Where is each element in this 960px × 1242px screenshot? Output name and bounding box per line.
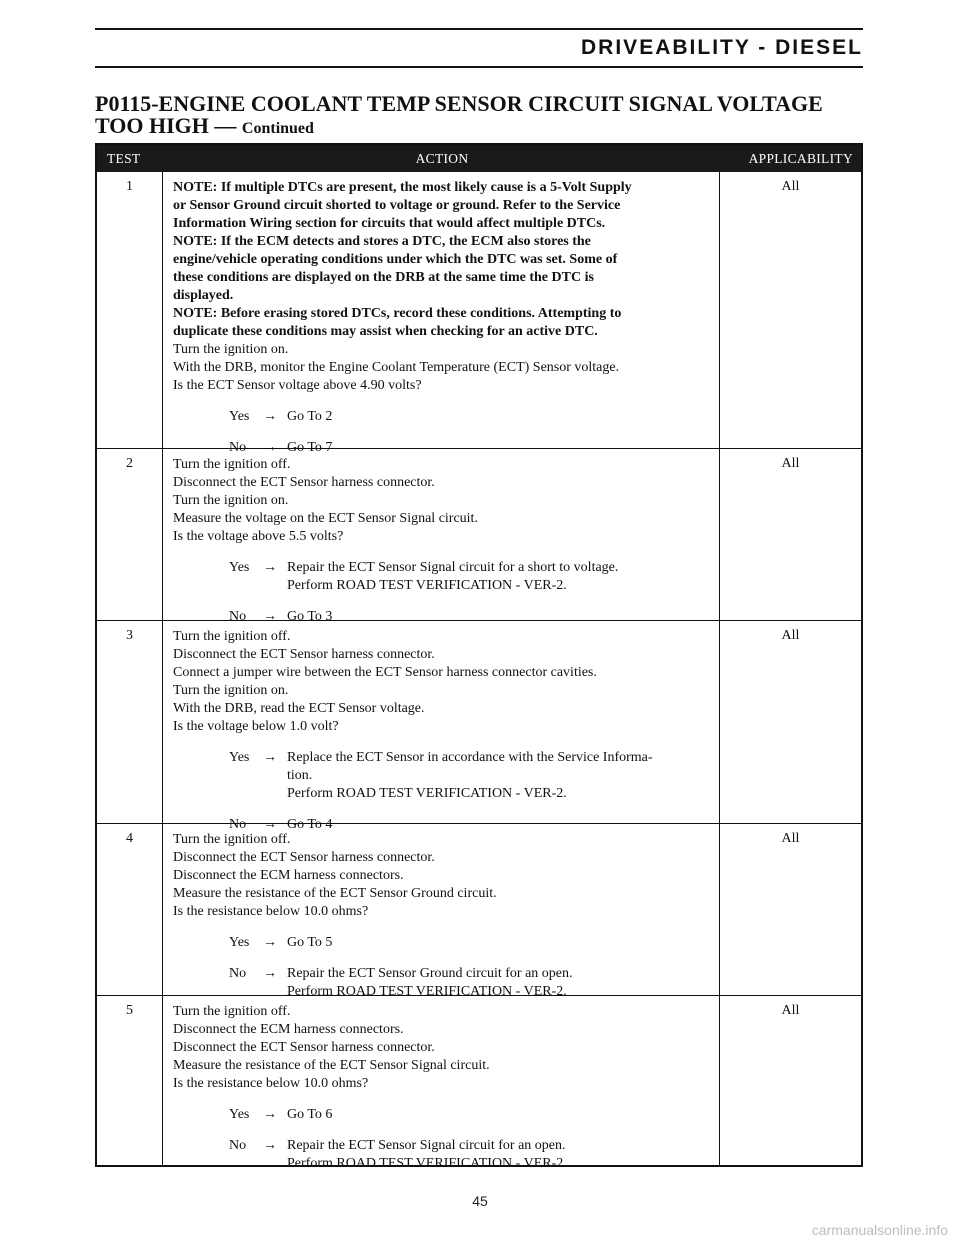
action-line: Is the resistance below 10.0 ohms? xyxy=(173,904,369,919)
yes-answer xyxy=(173,1106,713,1124)
watermark: carmanualsonline.info xyxy=(811,1222,948,1238)
no-result-line: Repair the ECT Sensor Ground circuit for an open. xyxy=(287,966,573,981)
test-number: 3 xyxy=(97,621,163,823)
header-applicability: APPLICABILITY xyxy=(748,150,853,166)
header-top-rule xyxy=(95,28,863,30)
no-label: No xyxy=(229,440,247,455)
no-result-line: Perform ROAD TEST VERIFICATION - VER-2. xyxy=(287,1156,567,1171)
action-cell xyxy=(163,449,720,624)
yes-answer xyxy=(173,408,713,426)
action-line: Turn the ignition off. xyxy=(173,832,291,847)
table-body xyxy=(97,172,861,1171)
yes-result xyxy=(287,559,713,595)
action-line: Connect a jumper wire between the ECT Sensor harness connector cavities. xyxy=(173,665,597,680)
no-label: No xyxy=(229,966,247,981)
yes-result xyxy=(287,749,713,803)
header-test: TEST xyxy=(107,150,141,166)
yes-result-line: Go To 6 xyxy=(287,1107,333,1122)
action-line: Turn the ignition on. xyxy=(173,342,289,357)
action-line: Is the resistance below 10.0 ohms? xyxy=(173,1076,369,1091)
header-action: ACTION xyxy=(415,150,469,166)
yes-result xyxy=(287,934,713,952)
test-number: 5 xyxy=(97,996,163,1167)
page-number: 45 xyxy=(472,1193,488,1209)
action-line: Disconnect the ECT Sensor harness connector. xyxy=(173,1040,435,1055)
arrow-icon: → xyxy=(263,1107,277,1122)
action-line: Turn the ignition on. xyxy=(173,493,289,508)
table-row xyxy=(97,172,861,455)
yes-label: Yes xyxy=(229,560,250,575)
action-line: Disconnect the ECT Sensor harness connector. xyxy=(173,475,435,490)
action-line: duplicate these conditions may assist when checking for an active DTC. xyxy=(173,324,598,339)
test-number: 4 xyxy=(97,824,163,995)
title-line-2-text: TOO HIGH — xyxy=(95,113,237,138)
action-line: Disconnect the ECT Sensor harness connector. xyxy=(173,850,435,865)
arrow-icon: → xyxy=(263,935,277,950)
no-label: No xyxy=(229,1138,247,1153)
no-result xyxy=(287,1137,713,1173)
yes-result-line: tion. xyxy=(287,768,313,783)
yes-result-line: Go To 5 xyxy=(287,935,333,950)
action-line: Measure the resistance of the ECT Sensor Ground circuit. xyxy=(173,886,497,901)
title-line-2 xyxy=(95,115,875,140)
action-line: Turn the ignition off. xyxy=(173,629,291,644)
action-line: NOTE: If multiple DTCs are present, the most likely cause is a 5-Volt Supply xyxy=(173,180,632,195)
no-result-line: Go To 3 xyxy=(287,609,333,624)
arrow-icon: → xyxy=(263,817,277,832)
table-row xyxy=(97,823,861,999)
action-line: Information Wiring section for circuits that would affect multiple DTCs. xyxy=(173,216,606,231)
test-number: 1 xyxy=(97,172,163,448)
action-line: With the DRB, read the ECT Sensor voltage. xyxy=(173,701,425,716)
action-line: Is the voltage above 5.5 volts? xyxy=(173,529,344,544)
action-line: Measure the voltage on the ECT Sensor Signal circuit. xyxy=(173,511,478,526)
yes-answer xyxy=(173,749,713,803)
yes-result xyxy=(287,1106,713,1124)
action-line: With the DRB, monitor the Engine Coolant Temperature (ECT) Sensor voltage. xyxy=(173,360,620,375)
action-cell xyxy=(163,824,720,999)
arrow-icon: → xyxy=(263,1138,277,1153)
action-line: Is the ECT Sensor voltage above 4.90 volts? xyxy=(173,378,422,393)
no-label: No xyxy=(229,817,247,832)
yes-result-line: Replace the ECT Sensor in accordance with the Service Informa- xyxy=(287,750,653,765)
table-row xyxy=(97,448,861,624)
no-result-line: Go To 7 xyxy=(287,440,333,455)
yes-answer xyxy=(173,934,713,952)
action-line: Disconnect the ECT Sensor harness connector. xyxy=(173,647,435,662)
action-line: engine/vehicle operating conditions under which the DTC was set. Some of xyxy=(173,252,618,267)
no-label: No xyxy=(229,609,247,624)
action-line: Is the voltage below 1.0 volt? xyxy=(173,719,339,734)
yes-label: Yes xyxy=(229,935,250,950)
yes-label: Yes xyxy=(229,750,250,765)
no-result-line: Go To 4 xyxy=(287,817,333,832)
action-line: Measure the resistance of the ECT Sensor Signal circuit. xyxy=(173,1058,490,1073)
action-line: Turn the ignition on. xyxy=(173,683,289,698)
action-cell xyxy=(163,621,720,832)
diagnostic-table xyxy=(95,143,863,1171)
applicability-cell: All xyxy=(781,456,800,471)
action-line: Disconnect the ECM harness connectors. xyxy=(173,868,404,883)
yes-label: Yes xyxy=(229,409,250,424)
arrow-icon: → xyxy=(263,750,277,765)
arrow-icon: → xyxy=(263,440,277,455)
table-row xyxy=(97,620,861,832)
arrow-icon: → xyxy=(263,966,277,981)
header-bottom-rule xyxy=(95,66,863,68)
action-line: displayed. xyxy=(173,288,234,303)
table-header xyxy=(97,145,861,172)
no-answer xyxy=(173,1137,713,1173)
no-result-line: Perform ROAD TEST VERIFICATION - VER-2. xyxy=(287,984,567,999)
yes-result-line: Perform ROAD TEST VERIFICATION - VER-2. xyxy=(287,578,567,593)
action-line: NOTE: If the ECM detects and stores a DTC, the ECM also stores the xyxy=(173,234,591,249)
applicability-cell: All xyxy=(781,1003,800,1018)
arrow-icon: → xyxy=(263,609,277,624)
yes-result-line: Repair the ECT Sensor Signal circuit for a short to voltage. xyxy=(287,560,619,575)
yes-result-line: Perform ROAD TEST VERIFICATION - VER-2. xyxy=(287,786,567,801)
no-result-line: Repair the ECT Sensor Signal circuit for an open. xyxy=(287,1138,566,1153)
action-line: Turn the ignition off. xyxy=(173,1004,291,1019)
yes-result-line: Go To 2 xyxy=(287,409,333,424)
yes-result xyxy=(287,408,713,426)
arrow-icon: → xyxy=(263,409,277,424)
action-line: NOTE: Before erasing stored DTCs, record these conditions. Attempting to xyxy=(173,306,622,321)
applicability-cell: All xyxy=(781,831,800,846)
title-line-1: P0115-ENGINE COOLANT TEMP SENSOR CIRCUIT SIGNAL VOLTAGE xyxy=(95,91,823,116)
action-line: Turn the ignition off. xyxy=(173,457,291,472)
arrow-icon: → xyxy=(263,560,277,575)
page-title xyxy=(95,93,875,140)
section-title: DRIVEABILITY - DIESEL xyxy=(581,36,863,59)
applicability-cell: All xyxy=(781,179,800,194)
action-cell xyxy=(163,172,720,455)
action-cell xyxy=(163,996,720,1171)
applicability-cell: All xyxy=(781,628,800,643)
continued-label: Continued xyxy=(241,120,314,137)
test-number: 2 xyxy=(97,449,163,620)
action-line: Disconnect the ECM harness connectors. xyxy=(173,1022,404,1037)
table-row xyxy=(97,995,861,1171)
yes-answer xyxy=(173,559,713,595)
action-line: these conditions are displayed on the DRB at the same time the DTC is xyxy=(173,270,594,285)
action-line: or Sensor Ground circuit shorted to voltage or ground. Refer to the Service xyxy=(173,198,621,213)
yes-label: Yes xyxy=(229,1107,250,1122)
